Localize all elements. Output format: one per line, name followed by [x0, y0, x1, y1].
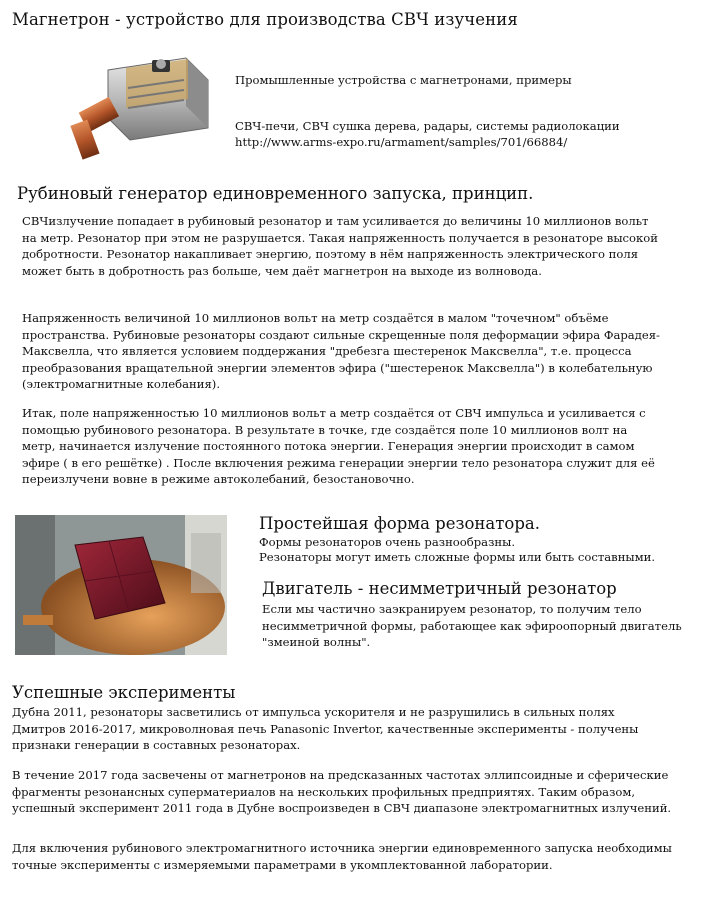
experiments-heading: Успешные эксперименты — [12, 683, 236, 702]
magnetron-link[interactable]: http://www.arms-expo.ru/armament/samples/701/66884/ — [235, 135, 568, 149]
magnetron-caption: Промышленные устройства с магнетронами, примеры — [235, 73, 572, 87]
magnetron-photo — [68, 40, 218, 162]
engine-text: Если мы частично заэкранируем резонатор, то получим тело несимметричной формы, работающее как эфироопорный двигатель "змеиной волны". — [262, 602, 682, 649]
ruby-generator-heading: Рубиновый генератор единовременного запуска, принцип. — [17, 184, 534, 203]
magnetron-uses: СВЧ-печи, СВЧ сушка дерева, радары, системы радиолокации — [235, 119, 620, 133]
engine-heading: Двигатель - несимметричный резонатор — [262, 579, 617, 598]
ruby-paragraph-2: Напряженность величиной 10 миллионов вольт на метр создаётся в малом "точечном" объёме пространства. Рубиновые резонаторы создают сильные скрещенные поля деформации эфира Фарадея-Максвелла, что является условием поддержания "дребезга шестеренок Максвелла", т.е. процесса преобразования вращательной энергии элементов эфира ("шестеренок Максвелла") в колебательную (электромагнитные колебания). — [22, 311, 660, 391]
resonator-line-1: Формы резонаторов очень разнообразны. — [259, 535, 516, 549]
experiments-paragraph-2: В течение 2017 года засвечены от магнетронов на предсказанных частотах эллипсоидные и сферические фрагменты резонансных суперматериалов на нескольких профильных предприятях. Таким образом, успешный эксперимент 2011 года в Дубне воспроизведен в СВЧ диапазоне электромагнитных излучений. — [12, 768, 672, 815]
ruby-resonator-photo — [15, 515, 227, 655]
page-title: Магнетрон - устройство для производства СВЧ изучения — [12, 10, 518, 29]
resonator-heading: Простейшая форма резонатора. — [259, 514, 540, 533]
ruby-paragraph-1: СВЧизлучение попадает в рубиновый резонатор и там усиливается до величины 10 миллионов вольт на метр. Резонатор при этом не разрушается. Такая напряженность получается в резонаторе высокой добротности. Резонатор накапливает энергию, поэтому в нём напряженность электрического поля может быть в добротность раз больше, чем даёт магнетрон на выходе из волновода. — [22, 214, 658, 278]
experiments-paragraph-1: Дубна 2011, резонаторы засветились от импульса ускорителя и не разрушились в сильных полях Дмитров 2016-2017, микроволновая печь Panasonic Invertor, качественные эксперименты - получены признаки генерации в составных резонаторах. — [12, 705, 639, 752]
ruby-paragraph-3: Итак, поле напряженностью 10 миллионов вольт а метр создаётся от СВЧ импульса и усиливается с помощью рубинового резонатора. В результате в точке, где создаётся поле 10 миллионов волт на метр, начинается излучение постоянного потока энергии. Генерация энергии происходит в самом эфире ( в его решётке) . После включения режима генерации энергии тело резонатора служит для её переизлучени вовне в режиме автоколебаний, безостановочно. — [22, 406, 655, 486]
experiments-paragraph-3: Для включения рубинового электромагнитного источника энергии единовременного запуска необходимы точные эксперименты с измеряемыми параметрами в укомплектованной лаборатории. — [12, 841, 672, 872]
resonator-line-2: Резонаторы могут иметь сложные формы или быть составными. — [259, 550, 656, 564]
